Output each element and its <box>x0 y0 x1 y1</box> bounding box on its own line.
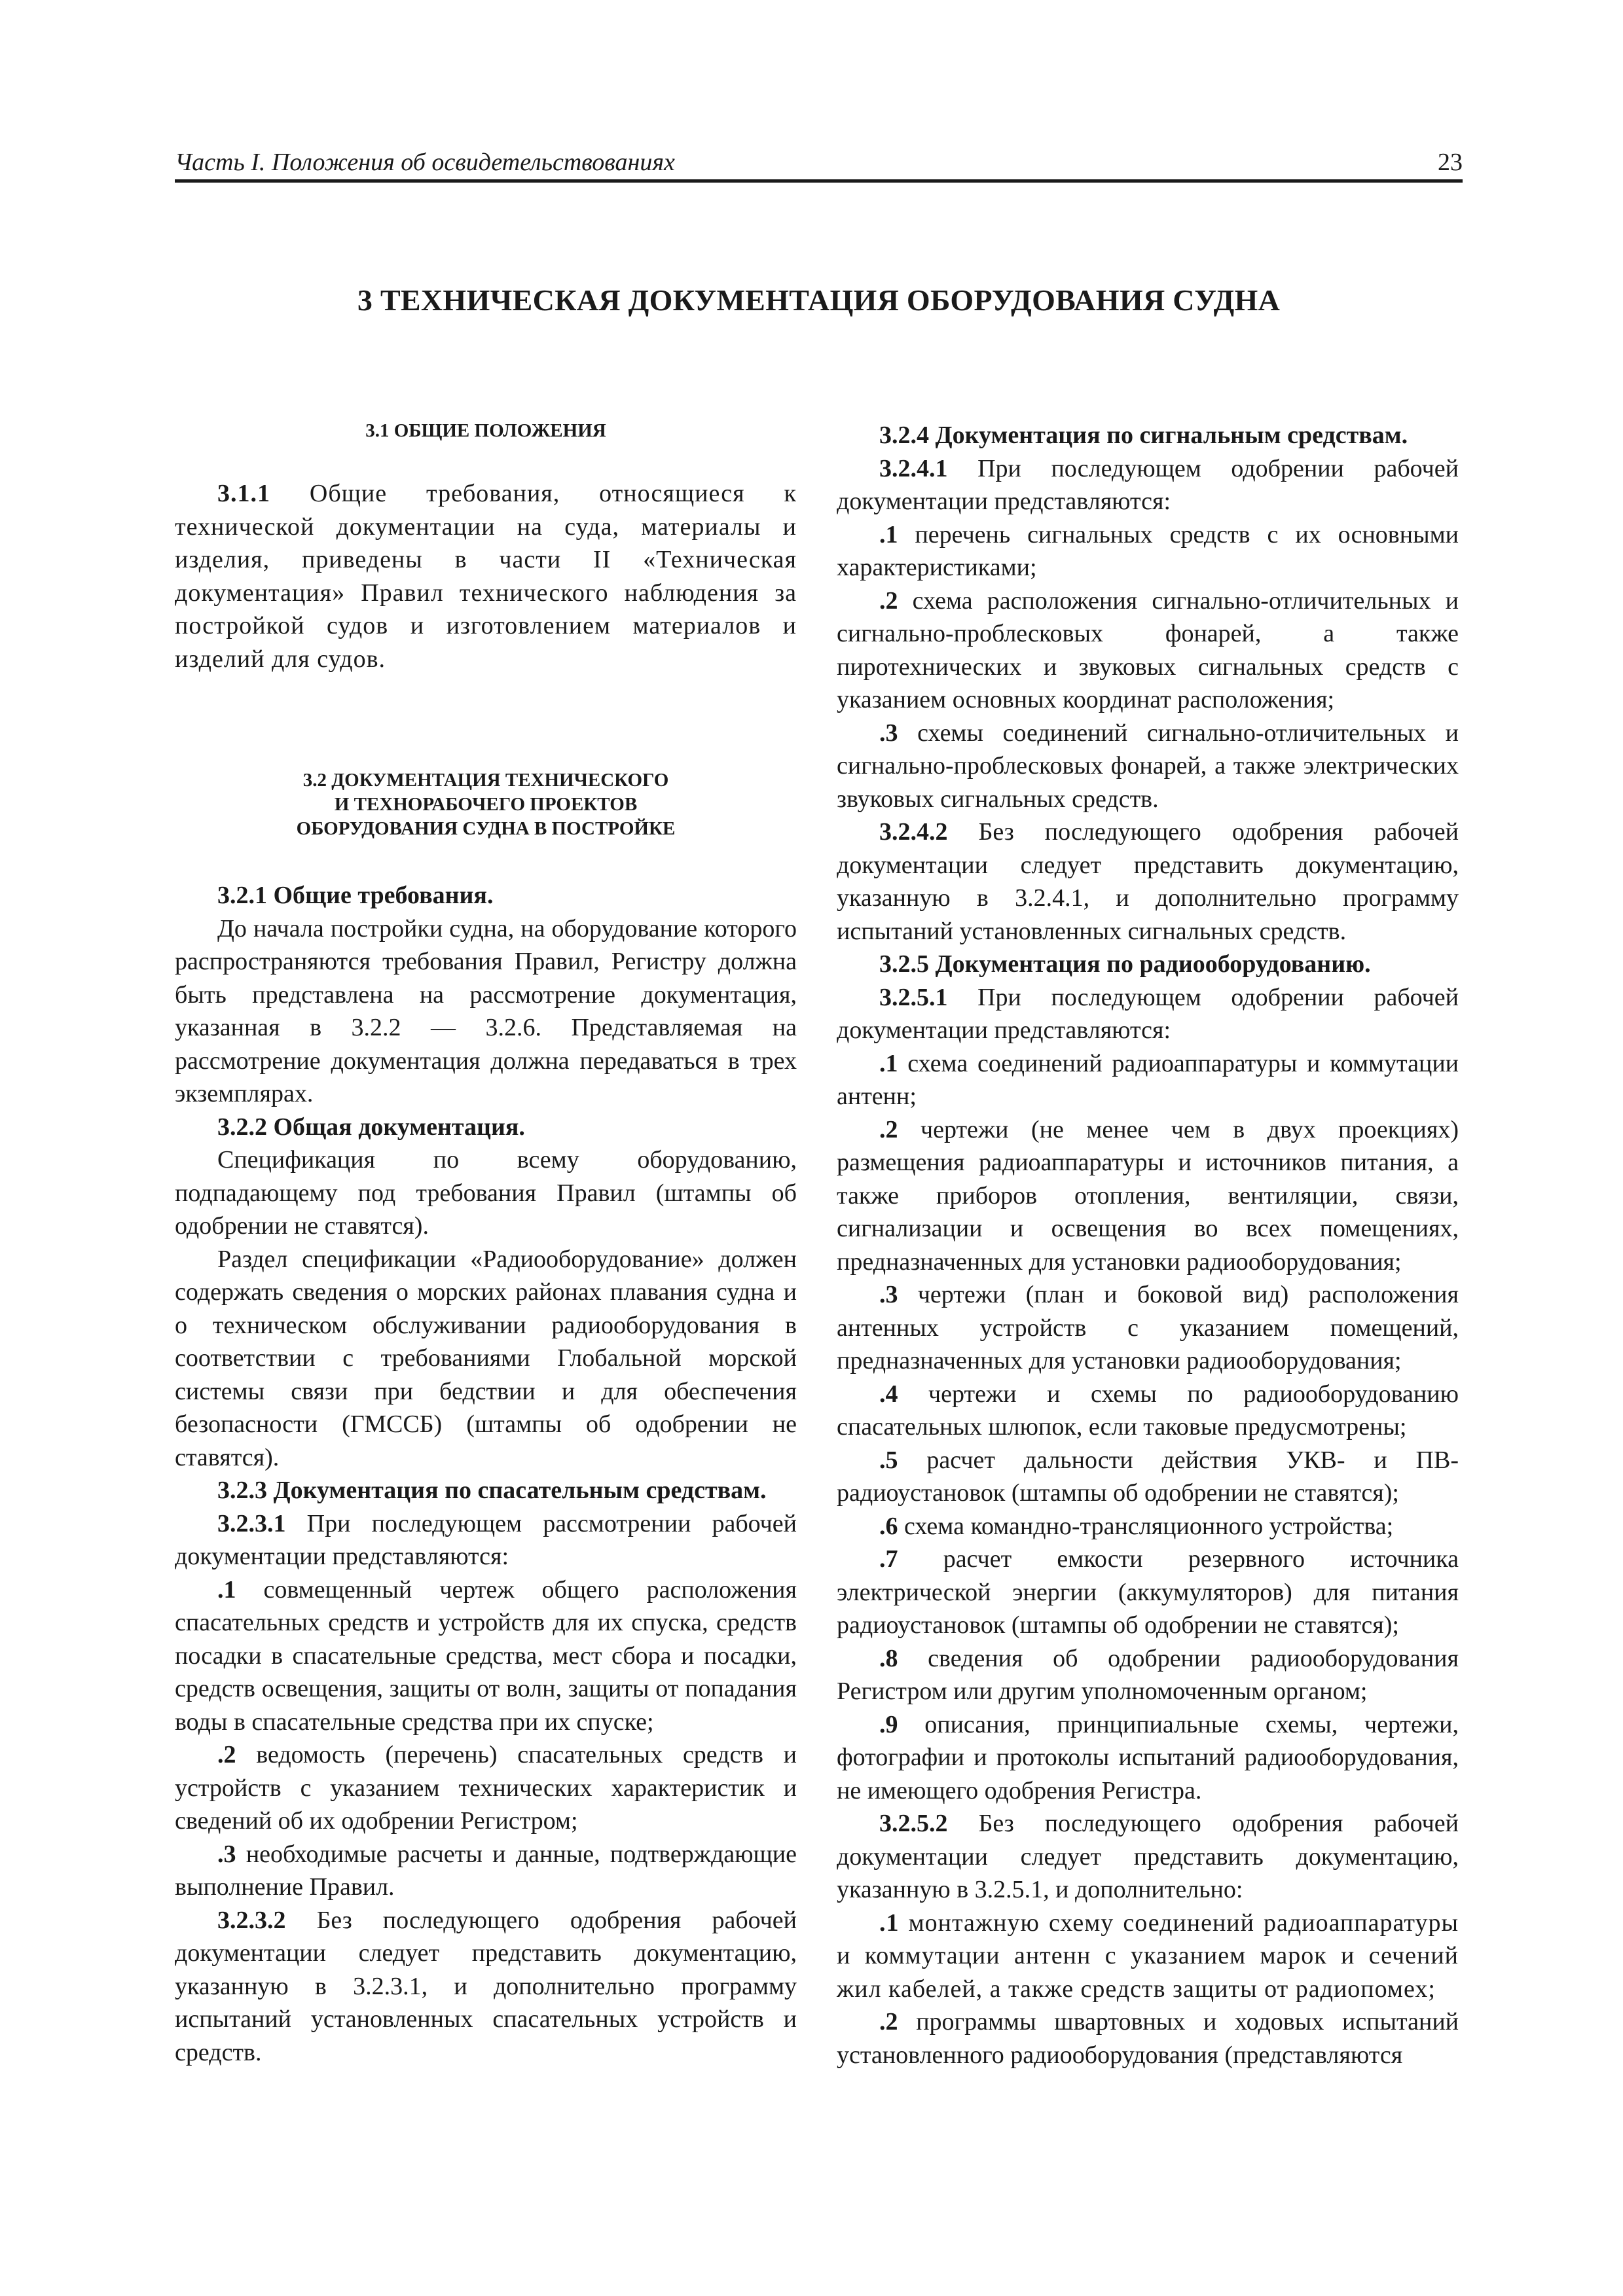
list-item-3-2-3-1-3 <box>175 1838 797 1904</box>
paragraph-number: 3.2.5.2 <box>879 1810 948 1837</box>
item-number: .2 <box>217 1741 236 1768</box>
paragraph-3-2-3-1 <box>175 1507 797 1573</box>
item-number: .2 <box>879 1115 898 1143</box>
list-item-3-2-5-1-1 <box>837 1047 1459 1113</box>
item-text: перечень сигнальных средств с их основными характеристиками; <box>837 520 1459 581</box>
item-number: .6 <box>879 1512 898 1540</box>
item-text: монтажную схему соединений радиоаппаратуры и коммутации антенн с указанием марок и сечений жил кабелей, а также средств защиты от радиопомех; <box>837 1909 1459 2003</box>
paragraph-number: 3.1.1 <box>217 480 270 507</box>
paragraph-3-2-4-1 <box>837 452 1459 518</box>
paragraph-text: При последующем одобрении рабочей документации представляются: <box>837 454 1459 515</box>
paragraph-3-2-2-a: Спецификация по всему оборудованию, подпадающему под требования Правил (штампы об одобрении не ставятся). <box>175 1146 797 1240</box>
paragraph-number: 3.2.4.2 <box>879 818 948 846</box>
item-text: чертежи и схемы по радиооборудованию спасательных шлюпок, если таковые предусмотрены; <box>837 1380 1459 1441</box>
left-column <box>175 419 797 2069</box>
paragraph-text: Без последующего одобрения рабочей документации следует представить документацию, указанную в 3.2.5.1, и дополнительно: <box>837 1810 1459 1903</box>
item-text: схемы соединений сигнально-отличительных и сигнально-проблесковых фонарей, а также электрических звуковых сигнальных средств. <box>837 719 1459 813</box>
list-item-3-2-4-1-1 <box>837 518 1459 584</box>
item-text: расчет емкости резервного источника электрической энергии (аккумуляторов) для питания радиоустановок (штампы об одобрении не ставятся); <box>837 1545 1459 1639</box>
paragraph-3-2-5-1 <box>837 981 1459 1047</box>
right-column <box>837 419 1459 2072</box>
paragraph-3-1-1 <box>175 477 797 675</box>
item-text: чертежи (не менее чем в двух проекциях) размещения радиоаппаратуры и источников питания, а также приборов отопления, вентиляции, связи, сигнализации и освещения во всех помещениях, предназначенных для установки радиооборудования; <box>837 1115 1459 1276</box>
item-number: .2 <box>879 2008 898 2036</box>
list-item-3-2-5-1-5 <box>837 1444 1459 1510</box>
paragraph-number: 3.2.3.1 <box>217 1509 286 1537</box>
section-heading-3-2: 3.2 ДОКУМЕНТАЦИЯ ТЕХНИЧЕСКОГО И ТЕХНОРАБОЧЕГО ПРОЕКТОВ ОБОРУДОВАНИЯ СУДНА В ПОСТРОЙКЕ <box>296 770 676 839</box>
item-number: .1 <box>879 520 898 548</box>
page-number: 23 <box>1438 149 1463 176</box>
paragraph-number: 3.2.4.1 <box>879 454 948 482</box>
list-item-3-2-5-1-3 <box>837 1278 1459 1378</box>
item-text: ведомость (перечень) спасательных средств и устройств с указанием технических характеристик и сведений об их одобрении Регистром; <box>175 1741 797 1835</box>
item-number: .3 <box>879 719 898 747</box>
subsection-heading-3-2-1: 3.2.1 Общие требования. <box>217 882 494 909</box>
item-text: схема соединений радиоаппаратуры и коммутации антенн; <box>837 1049 1459 1110</box>
item-number: .9 <box>879 1710 898 1738</box>
item-number: .1 <box>879 1909 900 1937</box>
subsection-heading-3-2-3: 3.2.3 Документация по спасательным средствам. <box>217 1477 767 1504</box>
chapter-title: 3 ТЕХНИЧЕСКАЯ ДОКУМЕНТАЦИЯ ОБОРУДОВАНИЯ СУДНА <box>357 283 1281 317</box>
list-item-3-2-5-1-2 <box>837 1113 1459 1279</box>
item-number: .1 <box>879 1049 898 1077</box>
item-number: .5 <box>879 1446 898 1474</box>
list-item-3-2-5-1-8 <box>837 1642 1459 1708</box>
list-item-3-2-5-2-1 <box>837 1907 1459 2006</box>
item-number: .2 <box>879 586 898 615</box>
list-item-3-2-5-2-2 <box>837 2005 1459 2072</box>
paragraph-number: 3.2.5.1 <box>879 983 948 1011</box>
list-item-3-2-5-1-7 <box>837 1543 1459 1642</box>
item-number: .8 <box>879 1644 898 1672</box>
item-number: .4 <box>879 1380 898 1408</box>
paragraph-3-2-5-2 <box>837 1807 1459 1907</box>
list-item-3-2-5-1-6 <box>837 1510 1459 1543</box>
paragraph-number: 3.2.3.2 <box>217 1906 286 1934</box>
paragraph-text: При последующем одобрении рабочей документации представляются: <box>837 983 1459 1044</box>
list-item-3-2-3-1-2 <box>175 1738 797 1838</box>
list-item-3-2-5-1-4 <box>837 1378 1459 1444</box>
item-text: программы швартовных и ходовых испытаний установленного радиооборудования (представляются <box>837 2008 1459 2069</box>
item-text: описания, принципиальные схемы, чертежи, фотографии и протоколы испытаний радиооборудования, не имеющего одобрения Регистра. <box>837 1710 1459 1804</box>
list-item-3-2-4-1-3 <box>837 717 1459 816</box>
paragraph-3-2-3-2 <box>175 1904 797 2070</box>
list-item-3-2-5-1-9 <box>837 1708 1459 1808</box>
item-text: схема расположения сигнально-отличительных и сигнально-проблесковых фонарей, а также пиротехнических и звуковых сигнальных средств с указанием основных координат расположения; <box>837 586 1459 713</box>
item-text: чертежи (план и боковой вид) расположения антенных устройств с указанием помещений, предназначенных для установки радиооборудования; <box>837 1281 1459 1374</box>
paragraph-3-2-4-2 <box>837 816 1459 948</box>
item-text: схема командно-трансляционного устройства; <box>898 1512 1394 1540</box>
list-item-3-2-3-1-1 <box>175 1573 797 1739</box>
running-header-title: Часть I. Положения об освидетельствованиях <box>175 149 675 176</box>
section-heading-3-1: 3.1 ОБЩИЕ ПОЛОЖЕНИЯ <box>365 420 606 441</box>
item-text: совмещенный чертеж общего расположения спасательных средств и устройств для их спуска, средств посадки в спасательные средства, мест сбора и посадки, средств освещения, защиты от волн, защиты от попадания воды в спасательные средства при их спуске; <box>175 1575 797 1736</box>
subsection-heading-3-2-2: 3.2.2 Общая документация. <box>217 1113 525 1141</box>
subsection-heading-3-2-4: 3.2.4 Документация по сигнальным средствам. <box>879 422 1408 449</box>
list-item-3-2-4-1-2 <box>837 584 1459 717</box>
item-number: .3 <box>879 1281 898 1308</box>
paragraph-text: Без последующего одобрения рабочей документации следует представить документацию, указанную в 3.2.3.1, и дополнительно программу испытаний установленных спасательных устройств и средств. <box>175 1906 797 2066</box>
paragraph-text: Без последующего одобрения рабочей документации следует представить документацию, указанную в 3.2.4.1, и дополнительно программу испытаний установленных сигнальных средств. <box>837 818 1459 945</box>
item-text: необходимые расчеты и данные, подтверждающие выполнение Правил. <box>175 1840 797 1901</box>
item-number: .1 <box>217 1575 236 1604</box>
running-header <box>175 145 1463 183</box>
item-number: .7 <box>879 1545 898 1573</box>
item-text: расчет дальности действия УКВ- и ПВ-радиоустановок (штампы об одобрении не ставятся); <box>837 1446 1459 1507</box>
paragraph-3-2-2-b: Раздел спецификации «Радиооборудование» должен содержать сведения о морских районах плавания судна и о техническом обслуживании радиооборудования в соответствии с требованиями Глобальной морской системы связи при бедствии и для обеспечения безопасности (ГМССБ) (штампы об одобрении не ставятся). <box>175 1245 797 1471</box>
paragraph-text: При последующем рассмотрении рабочей документации представляются: <box>175 1509 797 1570</box>
paragraph-3-2-1: До начала постройки судна, на оборудование которого распространяются требования Правил, Регистру должна быть представлена на рассмотрение документация, указанная в 3.2.2 — 3.2.6. Представляемая на рассмотрение документация должна передаваться в трех экземплярах. <box>175 914 797 1107</box>
item-text: сведения об одобрении радиооборудования Регистром или другим уполномоченным органом; <box>837 1644 1459 1705</box>
paragraph-text: Общие требования, относящиеся к технической документации на суда, материалы и изделия, приведены в части II «Техническая документация» Правил технического наблюдения за постройкой судов и изготовлением материалов и изделий для судов. <box>175 480 797 673</box>
item-number: .3 <box>217 1840 236 1868</box>
subsection-heading-3-2-5: 3.2.5 Документация по радиооборудованию. <box>879 950 1371 978</box>
